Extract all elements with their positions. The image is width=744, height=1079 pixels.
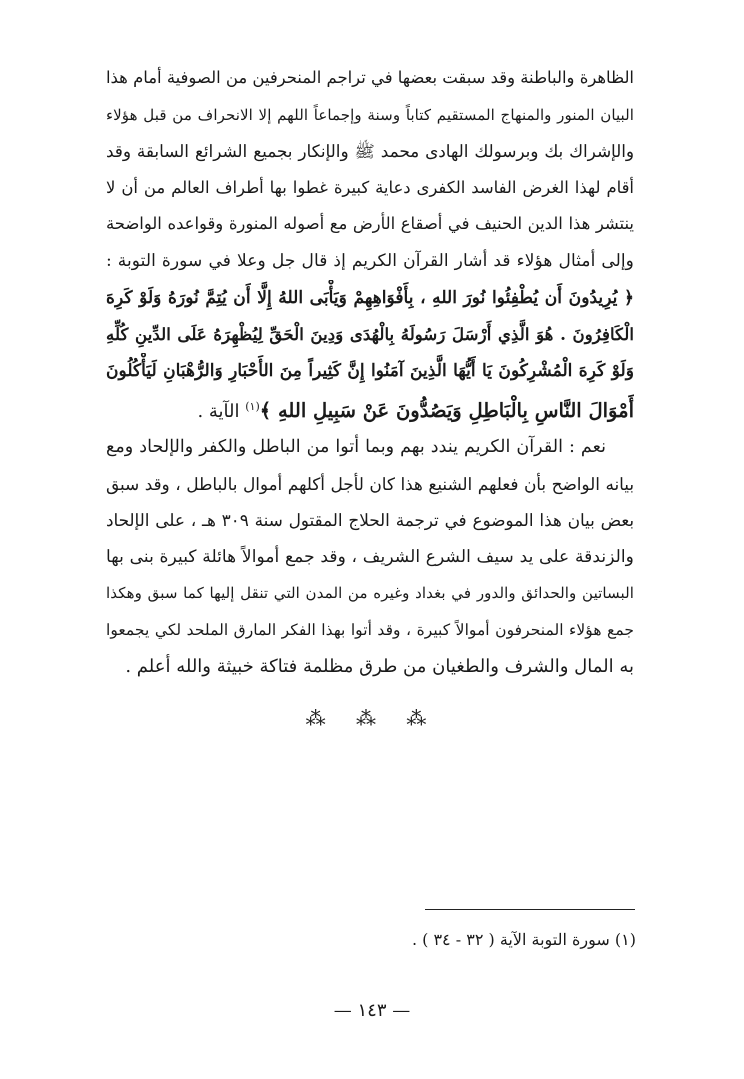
quran-verse-text: أَمْوَالَ النَّاسِ بِالْبَاطِلِ وَيَصُدُّونَ عَنْ سَبِيلِ اللهِ ﴾: [259, 399, 634, 423]
text-line: والإشراك بك وبرسولك الهادى محمد ﷺ والإنكار بجميع الشرائع السابقة وقد: [106, 141, 634, 162]
text-line: أقام لهذا الغرض الفاسد الكفرى دعاية كبيرة غطوا بها أطراف العالم من أن لا: [106, 177, 634, 197]
section-separator-stars: ⁂ ⁂ ⁂: [305, 706, 439, 730]
page-number: — ١٤٣ —: [333, 1000, 411, 1021]
text-line: به المال والشرف والطغيان من طرق مظلمة فتاكة خبيثة والله أعلم .: [125, 655, 634, 677]
footnote: (١) سورة التوبة الآية ( ٣٢ - ٣٤ ) .: [411, 930, 636, 949]
verse-tail: الآية .: [197, 401, 240, 423]
text-line: نعم : القرآن الكريم يندد بهم وبما أتوا من الباطل والكفر والإلحاد ومع: [106, 437, 606, 457]
text-line: البيان المنور والمنهاج المستقيم كتاباً وسنة وإجماعاً اللهم إلا الانحراف من قبل هؤلاء: [106, 105, 634, 124]
quran-verse-line: وَلَوْ كَرِهَ الْمُشْرِكُونَ يَا أَيُّهَا الَّذِينَ آمَنُوا إِنَّ كَثِيراً مِنَ الأَحْبَارِ وَالرُّهْبَانِ لَيَأْكُلُونَ: [106, 360, 634, 381]
text-line: جمع هؤلاء المنحرفون أموالاً كبيرة ، وقد أتوا بهذا الفكر المارق الملحد لكي يجمعوا: [106, 620, 634, 639]
paragraph-1: [106, 60, 634, 426]
paragraph-2: [106, 429, 634, 685]
text-line: البساتين والحدائق والدور في بغداد وغيره من المدن التي تنقل إليها كما سبق وهكذا: [106, 584, 634, 603]
text-line: الظاهرة والباطنة وقد سبقت بعضها في تراجم المنحرفين من الصوفية أمام هذا: [106, 68, 634, 87]
text-line: وإلى أمثال هؤلاء قد أشار القرآن الكريم إذ قال جل وعلا في سورة التوبة :: [106, 250, 634, 271]
text-line: والزندقة على يد سيف الشرع الشريف ، وقد جمع أموالاً هائلة كبيرة بنى بها: [106, 546, 634, 567]
text-line: بعض بيان هذا الموضوع في ترجمة الحلاج المقتول سنة ٣٠٩ هـ ، على الإلحاد: [106, 510, 634, 531]
quran-verse-last-line: [106, 389, 634, 426]
footnote-reference: (١): [245, 400, 260, 414]
quran-verse-line: الْكَافِرُونَ . هُوَ الَّذِي أَرْسَلَ رَسُولَهُ بِالْهُدَى وَدِينَ الْحَقِّ لِيُظْهِرَهُ عَلَى الدِّينِ كُلِّهِ: [106, 324, 634, 345]
text-line: بيانه الواضح بأن فعلهم الشنيع هذا كان لأجل أكلهم أموال بالباطل ، وقد سبق: [106, 473, 634, 494]
footnote-divider: [425, 909, 635, 910]
text-line: ينتشر هذا الدين الحنيف في أصقاع الأرض مع أصوله المنورة وقواعده الواضحة: [106, 214, 634, 234]
quran-verse-line: ﴿ يُرِيدُونَ أَن يُطْفِئُوا نُورَ اللهِ ، بِأَفْوَاهِهِمْ وَيَأْبَى اللهُ إِلَّا أَن يُتِمَّ نُورَهُ وَلَوْ كَرِهَ: [106, 287, 634, 308]
